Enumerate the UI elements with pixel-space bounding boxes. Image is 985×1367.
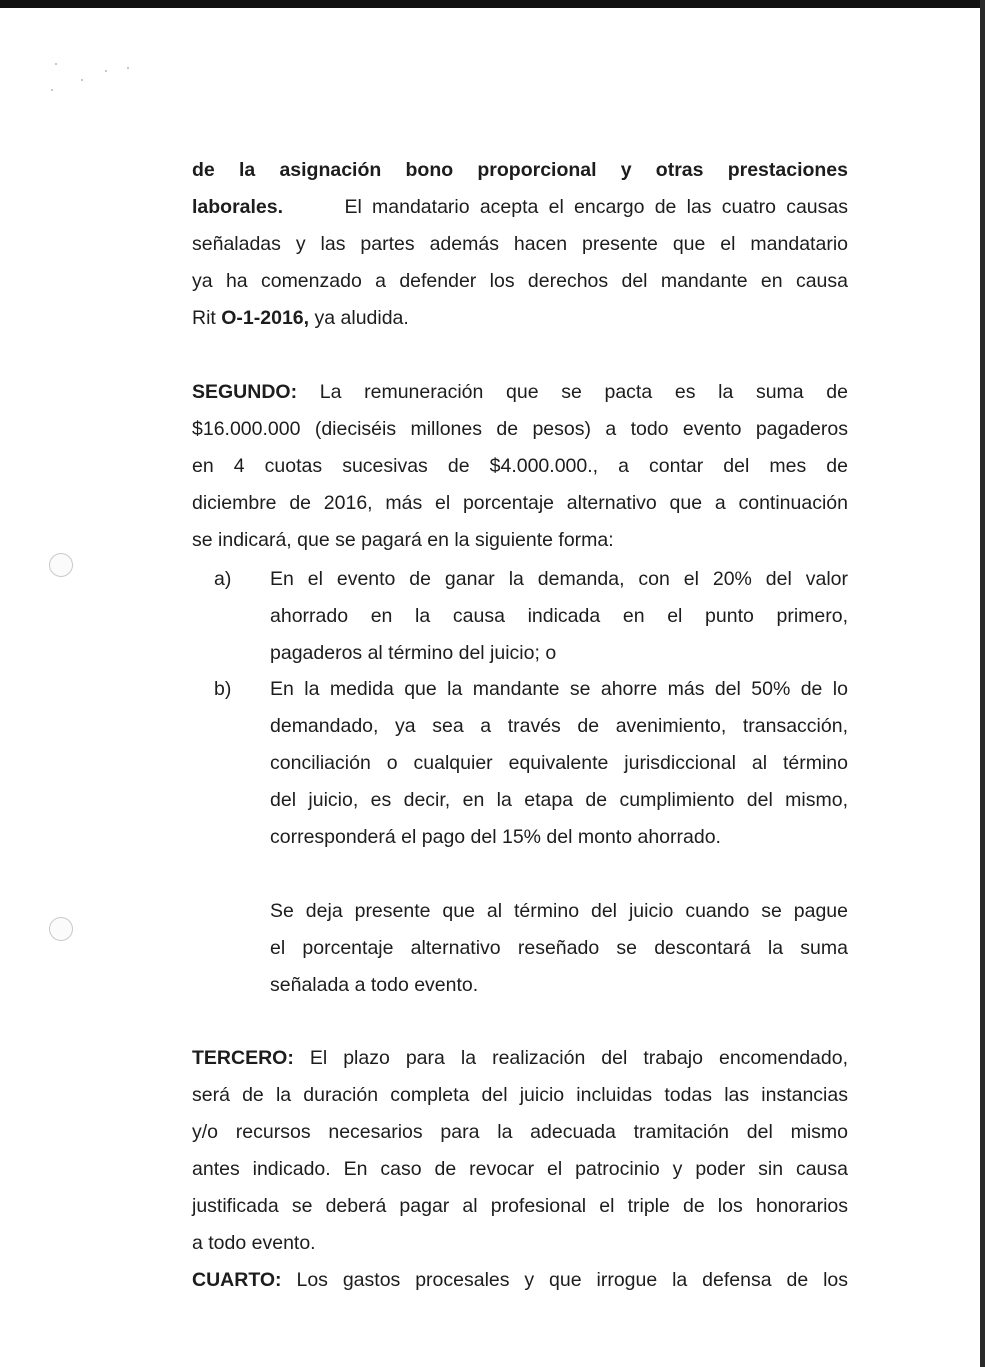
text-line: TERCERO: El plazo para la realización del trabajo encomendado, — [192, 1047, 848, 1069]
text-line: será de la duración completa del juicio incluidas todas las instancias — [192, 1084, 848, 1106]
text-line: En el evento de ganar la demanda, con el 20% del valor — [270, 568, 848, 590]
text-line: Se deja presente que al término del juicio cuando se pague — [270, 900, 848, 922]
text-line: corresponderá el pago del 15% del monto ahorrado. — [270, 826, 721, 848]
text-line: laborales. El mandatario acepta el encargo de las cuatro causas — [192, 196, 849, 218]
clause-heading: SEGUNDO: — [192, 381, 298, 403]
clause-heading: CUARTO: — [192, 1269, 282, 1291]
text-line: pagaderos al término del juicio; o — [270, 642, 557, 664]
text-line: ahorrado en la causa indicada en el punto primero, — [270, 605, 848, 627]
text-line: el porcentaje alternativo reseñado se descontará la suma — [270, 937, 848, 959]
list-item-body — [270, 561, 848, 672]
scan-speck — [81, 79, 83, 81]
text-line: ya ha comenzado a defender los derechos del mandante en causa — [192, 270, 848, 292]
text-line: en 4 cuotas sucesivas de $4.000.000., a contar del mes de — [192, 455, 848, 477]
text-line: se indicará, que se pagará en la siguiente forma: — [192, 529, 614, 551]
list-marker: a) — [214, 568, 232, 590]
text-line: demandado, ya sea a través de avenimiento, transacción, — [270, 715, 848, 737]
scan-border-right — [980, 0, 985, 1367]
text-line: SEGUNDO: La remuneración que se pacta es la suma de — [192, 381, 848, 403]
scan-speck — [127, 67, 129, 69]
text-line: diciembre de 2016, más el porcentaje alternativo que a continuación — [192, 492, 848, 514]
text-line: justificada se deberá pagar al profesional el triple de los honorarios — [192, 1195, 848, 1217]
text-line: antes indicado. En caso de revocar el patrocinio y poder sin causa — [192, 1158, 848, 1180]
text-line: y/o recursos necesarios para la adecuada tramitación del mismo — [192, 1121, 848, 1143]
text-line: de la asignación bono proporcional y otras prestaciones — [192, 159, 848, 181]
paragraph-continuation — [192, 152, 848, 337]
text-line: CUARTO: Los gastos procesales y que irrogue la defensa de los — [192, 1269, 849, 1291]
scan-speck — [105, 70, 107, 72]
scan-speck — [55, 63, 57, 65]
text-line: del juicio, es decir, en la etapa de cumplimiento del mismo, — [270, 789, 848, 811]
text-line: señaladas y las partes además hacen presente que el mandatario — [192, 233, 848, 255]
clause-cuarto — [192, 1262, 848, 1299]
text-line: $16.000.000 (dieciséis millones de pesos) a todo evento pagaderos — [192, 418, 848, 440]
clause-segundo — [192, 374, 848, 559]
punch-hole — [49, 917, 73, 941]
scan-border-top — [0, 0, 985, 8]
clause-heading: TERCERO: — [192, 1047, 294, 1069]
list-item-body — [270, 671, 848, 856]
list-marker: b) — [214, 678, 232, 700]
text-line: Rit O-1-2016, ya aludida. — [192, 307, 409, 329]
scan-speck — [51, 89, 53, 91]
clause-tercero — [192, 1040, 848, 1262]
text-line: a todo evento. — [192, 1232, 316, 1254]
text-line: En la medida que la mandante se ahorre más del 50% de lo — [270, 678, 848, 700]
text-line: conciliación o cualquier equivalente jurisdiccional al término — [270, 752, 848, 774]
text-line: señalada a todo evento. — [270, 974, 479, 996]
punch-hole — [49, 553, 73, 577]
clause-note — [270, 893, 848, 1004]
